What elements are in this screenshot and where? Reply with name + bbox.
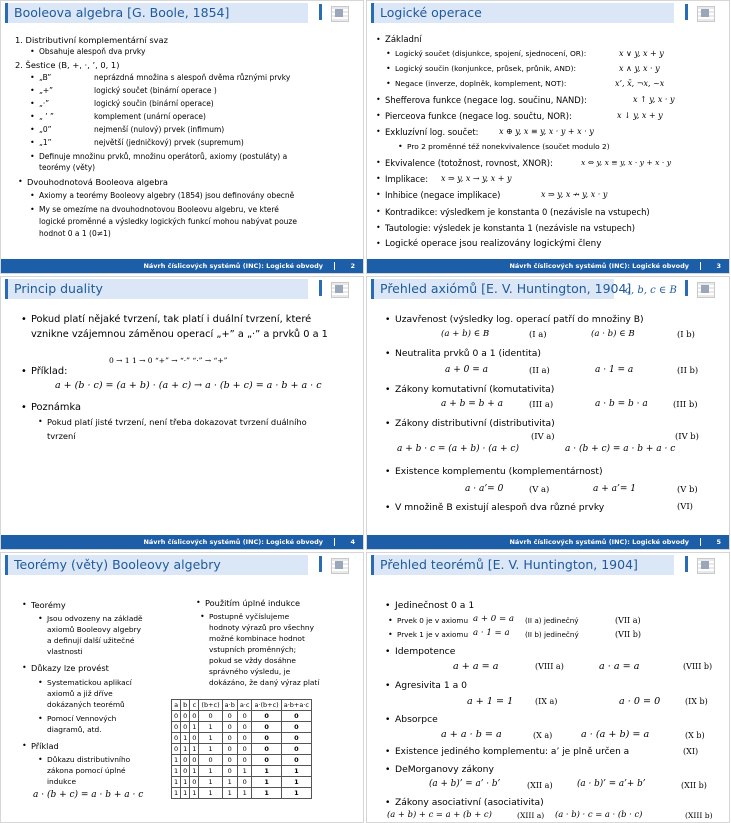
table-cell: 0 bbox=[237, 733, 252, 744]
theorem-label: (IX b) bbox=[685, 697, 708, 706]
theorem-label: (VIII a) bbox=[535, 662, 564, 671]
text-line: • Zákony asociativní (asociativita) bbox=[395, 796, 544, 809]
table-cell: 0 bbox=[172, 744, 181, 755]
text-line: • Idempotence bbox=[395, 645, 455, 658]
table-header-cell: a·b+a·c bbox=[281, 700, 311, 711]
text-line: 1. Distributivní komplementární svaz bbox=[15, 35, 168, 45]
axiom-label: (V a) bbox=[529, 484, 550, 494]
text-line: • „+” bbox=[39, 86, 53, 96]
text-line: • Definuje množinu prvků, množinu operátorů, axiomy (postuláty) a bbox=[39, 152, 287, 162]
math-expr: (a + b) + c = a + (b + c) bbox=[387, 809, 492, 819]
math-expr: x ⇒ y, x → y, x + y bbox=[441, 174, 512, 183]
university-logo-icon bbox=[685, 280, 725, 298]
math-expr: x ∧ y, x · y bbox=[619, 64, 660, 73]
table-cell: 1 bbox=[181, 744, 190, 755]
theorem-label: (XIII a) bbox=[517, 811, 545, 820]
math-expr: 0 → 1 1 → 0 “+” → “·” “·” → “+” bbox=[109, 356, 228, 365]
text-line: • Postupně vyčíslujeme bbox=[209, 612, 289, 622]
math-expr: a · a = a bbox=[599, 661, 640, 672]
text-line: indukce bbox=[47, 777, 77, 786]
university-logo-icon bbox=[319, 280, 359, 298]
truth-table bbox=[171, 699, 312, 799]
math-expr: a + a = a bbox=[453, 661, 499, 672]
text-line: • V množině B existují alespoň dva různé prvky bbox=[395, 501, 604, 514]
page-number: 4 bbox=[350, 538, 355, 546]
table-cell: 0 bbox=[252, 722, 281, 733]
table-cell: 0 bbox=[172, 711, 181, 722]
page-number: 5 bbox=[716, 538, 721, 546]
text-line: • Pierceova funkce (negace log. součtu, NOR): bbox=[385, 111, 572, 121]
table-cell: 1 bbox=[199, 722, 222, 733]
axiom-label: (IV b) bbox=[675, 431, 699, 441]
table-header-cell: b bbox=[181, 700, 190, 711]
text-line: pokud se vždy dosáhne bbox=[209, 656, 296, 665]
table-row bbox=[172, 744, 312, 755]
table-cell: 1 bbox=[181, 788, 190, 799]
text-line: 2. Šestice (B, +, ·, ’, 0, 1) bbox=[15, 60, 120, 70]
text-line: • Axiomy a teorémy Booleovy algebry (1854) jsou definovány obecně bbox=[39, 191, 294, 201]
table-cell: 0 bbox=[181, 711, 190, 722]
text-line: (II b) jedinečný bbox=[525, 630, 579, 639]
math-expr: x ⇒ y, x ↛ y, x · y bbox=[541, 190, 608, 199]
table-cell: 1 bbox=[252, 766, 281, 777]
text-line: zákona pomocí úplné bbox=[47, 766, 126, 775]
axiom-label: (VI) bbox=[677, 501, 693, 511]
university-logo-icon bbox=[319, 556, 359, 574]
slide-title: Booleova algebra [G. Boole, 1854] bbox=[5, 3, 308, 23]
text-line: • Teorémy bbox=[31, 600, 66, 610]
text-line: • Implikace: bbox=[385, 174, 428, 184]
text-line: • Kontradikce: výsledkem je konstanta 0 (nezávisle na vstupech) bbox=[385, 207, 650, 217]
text-line: • Absorpce bbox=[395, 713, 438, 726]
theorem-label: (VIII b) bbox=[683, 662, 713, 671]
text-line: vlastnosti bbox=[47, 647, 83, 656]
theorem-label: (XII a) bbox=[527, 781, 553, 790]
table-cell: 0 bbox=[281, 711, 311, 722]
theorem-label: (IX a) bbox=[535, 697, 558, 706]
math-expr: (a · b)’ = a’+ b’ bbox=[577, 779, 646, 789]
axiom-label: (III b) bbox=[673, 399, 698, 409]
table-cell: 0 bbox=[252, 755, 281, 766]
table-cell: 1 bbox=[281, 766, 311, 777]
axiom-label: (I a) bbox=[529, 329, 547, 339]
math-expr: a + b · c = (a + b) · (a + c) bbox=[397, 444, 519, 454]
slide-logicke-operace bbox=[366, 0, 730, 274]
theorem-label: (X a) bbox=[533, 731, 553, 740]
text-line: • My se omezíme na dvouhodnotovou Booleovu algebru, ve které bbox=[39, 205, 279, 215]
text-line: • „ ’ ” bbox=[39, 112, 54, 122]
text-line: • Prvek 1 je v axiomu bbox=[397, 629, 468, 640]
table-cell: 0 bbox=[281, 755, 311, 766]
table-header-cell: a·(b+c) bbox=[252, 700, 281, 711]
text-line: • Existence komplementu (komplementárnost) bbox=[395, 465, 603, 478]
table-cell: 0 bbox=[222, 766, 237, 777]
math-expr: a · 1 = a bbox=[473, 628, 510, 638]
slide-footer: Návrh číslicových systémů (INC): Logické obvody 2 bbox=[1, 259, 363, 273]
table-cell: 1 bbox=[181, 777, 190, 788]
theorem-label: (XII b) bbox=[681, 781, 707, 790]
text-line: • Základní bbox=[385, 35, 422, 45]
axiom-label: (V b) bbox=[677, 484, 698, 494]
text-line: • Pro 2 proměnné též nonekvivalence (součet modulo 2) bbox=[407, 142, 610, 152]
slide-title: Princip duality bbox=[5, 279, 308, 299]
table-cell: 1 bbox=[181, 733, 190, 744]
text-line: dokázaných teorémů bbox=[47, 700, 125, 709]
table-cell: 0 bbox=[181, 755, 190, 766]
table-cell: 1 bbox=[172, 755, 181, 766]
slide-princip-duality bbox=[0, 276, 364, 550]
table-cell: 1 bbox=[190, 788, 199, 799]
table-cell: 1 bbox=[190, 722, 199, 733]
university-logo-icon bbox=[685, 4, 725, 22]
table-cell: 0 bbox=[222, 711, 237, 722]
table-header-cell: a·b bbox=[222, 700, 237, 711]
math-expr: a · b = b · a bbox=[595, 399, 648, 409]
theorem-label: (VII b) bbox=[615, 630, 642, 639]
math-expr: (a · b) ∈ B bbox=[591, 329, 635, 339]
table-cell: 0 bbox=[222, 755, 237, 766]
table-cell: 0 bbox=[222, 733, 237, 744]
table-cell: 1 bbox=[172, 777, 181, 788]
axiom-label: (III a) bbox=[529, 399, 554, 409]
axiom-label: (II b) bbox=[677, 365, 699, 375]
text-line: • Logické operace jsou realizovány logickými členy bbox=[385, 239, 601, 249]
text-line: • Negace (inverze, doplněk, komplement, NOT): bbox=[395, 79, 566, 89]
math-expr: a + 0 = a bbox=[445, 365, 488, 375]
slide-prehled-axiomu bbox=[366, 276, 730, 550]
math-expr: a · 1 = a bbox=[595, 365, 634, 375]
slide-booleova-algebra bbox=[0, 0, 364, 274]
text-line: • Dvouhodnotová Booleova algebra bbox=[27, 177, 168, 187]
table-cell: 0 bbox=[252, 744, 281, 755]
text-line: hodnot 0 a 1 (0≠1) bbox=[39, 229, 111, 238]
page-number: 3 bbox=[716, 262, 721, 270]
math-expr: a + a · b = a bbox=[441, 729, 502, 740]
table-row bbox=[172, 766, 312, 777]
table-cell: 0 bbox=[190, 777, 199, 788]
text-line: • Důkazu distributivního bbox=[47, 755, 130, 765]
slide-footer: Návrh číslicových systémů (INC): Logické obvody 4 bbox=[1, 535, 363, 549]
table-cell: 1 bbox=[199, 766, 222, 777]
text-line: hodnoty výrazů pro všechny bbox=[209, 623, 314, 632]
text-line: komplement (unární operace) bbox=[94, 112, 206, 121]
text-line: teorémy (věty) bbox=[39, 163, 96, 172]
table-cell: 0 bbox=[172, 733, 181, 744]
math-expr: a + a’= 1 bbox=[593, 484, 636, 494]
text-line: • Logický součet (disjunkce, spojení, sjednocení, OR): bbox=[395, 49, 586, 59]
math-expr: a · (b + c) = a · b + a · c bbox=[565, 444, 676, 454]
text-line: • Jedinečnost 0 a 1 bbox=[395, 599, 474, 612]
table-cell: 0 bbox=[222, 722, 237, 733]
math-expr: x ⊕ y, x ≡ y, x · y + x · y bbox=[499, 127, 594, 136]
math-expr: a · a’= 0 bbox=[465, 484, 504, 494]
math-expr: x’, x̄, ¬x, ~x bbox=[615, 79, 665, 88]
table-header-cell: a bbox=[172, 700, 181, 711]
table-cell: 1 bbox=[281, 788, 311, 799]
table-cell: 0 bbox=[199, 711, 222, 722]
text-line: tvrzení bbox=[47, 431, 76, 441]
math-expr: (a + b) ∈ B bbox=[441, 329, 490, 339]
text-line: • Pokud platí nějaké tvrzení, tak platí i duální tvrzení, které bbox=[31, 313, 311, 326]
text-line: • „·” bbox=[39, 99, 49, 109]
table-cell: 0 bbox=[237, 711, 252, 722]
text-line: • „1” bbox=[39, 138, 52, 148]
text-line: diagramů, atd. bbox=[47, 725, 102, 734]
table-cell: 0 bbox=[281, 744, 311, 755]
table-header-cell: a·c bbox=[237, 700, 252, 711]
table-cell: 0 bbox=[252, 711, 281, 722]
text-line: • Systematickou aplikací bbox=[47, 678, 132, 688]
table-row bbox=[172, 733, 312, 744]
math-expr: a · (b + c) = a · b + a · c bbox=[33, 790, 144, 800]
math-expr: x ⇔ y, x ≡ y, x · y + x · y bbox=[581, 158, 671, 167]
table-cell: 0 bbox=[237, 744, 252, 755]
table-cell: 1 bbox=[172, 788, 181, 799]
slide-title: Teorémy (věty) Booleovy algebry bbox=[5, 555, 308, 575]
math-expr: x ∨ y, x + y bbox=[619, 49, 664, 58]
text-line: možné kombinace hodnot bbox=[209, 634, 305, 643]
text-line: • Neutralita prvků 0 a 1 (identita) bbox=[395, 347, 541, 360]
table-cell: 1 bbox=[281, 777, 311, 788]
slide-teoremy bbox=[0, 552, 364, 823]
table-cell: 1 bbox=[237, 766, 252, 777]
text-line: a definují další užitečné bbox=[47, 636, 135, 645]
table-cell: 0 bbox=[199, 755, 222, 766]
math-expr: a + (b · c) = (a + b) · (a + c) → a · (b + c) = a · b + a · c bbox=[55, 380, 322, 391]
axiom-label: (I b) bbox=[677, 329, 695, 339]
text-line: axiomů a již dříve bbox=[47, 689, 113, 698]
slide-footer: Návrh číslicových systémů (INC): Logické obvody 5 bbox=[367, 535, 729, 549]
table-cell: 1 bbox=[190, 766, 199, 777]
text-line: • Zákony distributivní (distributivita) bbox=[395, 417, 555, 430]
text-line: • Příklad bbox=[31, 741, 59, 751]
table-cell: 0 bbox=[190, 733, 199, 744]
table-cell: 1 bbox=[199, 744, 222, 755]
text-line: • Zákony komutativní (komutativita) bbox=[395, 383, 554, 396]
table-cell: 0 bbox=[252, 733, 281, 744]
text-line: • Pomocí Vennových bbox=[47, 714, 116, 724]
table-cell: 0 bbox=[237, 755, 252, 766]
text-line: • Jsou odvozeny na základě bbox=[47, 614, 143, 624]
axiom-label: (II a) bbox=[529, 365, 550, 375]
text-line: • „0” bbox=[39, 125, 52, 135]
text-line: • Poznámka bbox=[31, 401, 81, 414]
text-line: • Inhibice (negace implikace) bbox=[385, 190, 500, 200]
math-expr: (a · b) · c = a · (b · c) bbox=[555, 809, 643, 819]
text-line: dokázáno, že daný výraz platí bbox=[209, 678, 320, 687]
university-logo-icon bbox=[685, 556, 725, 574]
table-header-cell: c bbox=[190, 700, 199, 711]
table-cell: 0 bbox=[172, 722, 181, 733]
table-cell: 0 bbox=[222, 744, 237, 755]
slide-title: Přehled teorémů [E. V. Huntington, 1904] bbox=[371, 555, 674, 575]
axiom-label: (IV a) bbox=[531, 431, 555, 441]
table-cell: 1 bbox=[222, 777, 237, 788]
university-logo-icon bbox=[319, 4, 359, 22]
table-cell: 1 bbox=[252, 788, 281, 799]
slide-footer: Návrh číslicových systémů (INC): Logické obvody 3 bbox=[367, 259, 729, 273]
text-line: vznikne vzájemnou záměnou operací „+” a „·” a prvků 0 a 1 bbox=[31, 329, 328, 340]
text-line: logický součet (binární operace ) bbox=[94, 86, 217, 95]
math-expr: a + 0 = a bbox=[473, 614, 515, 624]
text-line: největší (jedničkový) prvek (supremum) bbox=[94, 138, 244, 147]
math-expr: x ↑ y, x · y bbox=[633, 95, 675, 104]
table-cell: 0 bbox=[281, 722, 311, 733]
table-cell: 0 bbox=[190, 755, 199, 766]
table-cell: 1 bbox=[252, 777, 281, 788]
table-cell: 1 bbox=[199, 733, 222, 744]
table-cell: 1 bbox=[172, 766, 181, 777]
table-cell: 0 bbox=[181, 722, 190, 733]
math-expr: a + b = b + a bbox=[441, 399, 504, 409]
math-expr: x ↓ y, x + y bbox=[617, 111, 663, 120]
text-line: (II a) jedinečný bbox=[525, 616, 579, 625]
theorem-label: (XI) bbox=[683, 747, 699, 756]
text-line: axiomů Booleovy algebry bbox=[47, 625, 141, 634]
text-line: nejmenší (nulový) prvek (infimum) bbox=[94, 125, 225, 134]
text-line: • Uzavřenost (výsledky log. operací patří do množiny B) bbox=[395, 313, 644, 326]
page-number: 2 bbox=[350, 262, 355, 270]
table-cell: 0 bbox=[281, 733, 311, 744]
text-line: • Prvek 0 je v axiomu bbox=[397, 615, 468, 626]
text-line: • Exkluzívní log. součet: bbox=[385, 127, 478, 137]
table-cell: 0 bbox=[181, 766, 190, 777]
table-cell: 0 bbox=[237, 777, 252, 788]
math-expr: a · (a + b) = a bbox=[581, 729, 650, 740]
text-line: • Příklad: bbox=[31, 365, 67, 378]
table-cell: 0 bbox=[237, 722, 252, 733]
text-line: logické proměnné a výsledky logických funkcí mohou nabývat pouze bbox=[39, 217, 297, 226]
text-line: • Ekvivalence (totožnost, rovnost, XNOR): bbox=[385, 158, 553, 168]
table-row bbox=[172, 777, 312, 788]
table-header-cell: (b+c) bbox=[199, 700, 222, 711]
table-row bbox=[172, 755, 312, 766]
text-line: • Shefferova funkce (negace log. součinu, NAND): bbox=[385, 95, 587, 105]
slide-title: Logické operace bbox=[371, 3, 674, 23]
math-expr: a + 1 = 1 bbox=[467, 696, 514, 707]
table-cell: 1 bbox=[199, 777, 222, 788]
table-cell: 0 bbox=[190, 711, 199, 722]
title-math: a, b, c ∈ B bbox=[625, 285, 677, 296]
math-expr: a · 0 = 0 bbox=[619, 696, 661, 707]
slide-title: Přehled axiómů [E. V. Huntington, 1904] bbox=[371, 279, 614, 299]
text-line: • „B” bbox=[39, 73, 51, 83]
text-line: • Tautologie: výsledek je konstanta 1 (nezávisle na vstupech) bbox=[385, 223, 635, 233]
text-line: • Obsahuje alespoň dva prvky bbox=[39, 47, 145, 57]
text-line: • Použitím úplné indukce bbox=[205, 598, 300, 608]
table-cell: 1 bbox=[199, 788, 222, 799]
math-expr: (a + b)’ = a’ · b’ bbox=[429, 779, 501, 789]
theorem-label: (XIII b) bbox=[685, 811, 713, 820]
table-cell: 1 bbox=[237, 788, 252, 799]
text-line: • Existence jediného komplementu: a’ je plně určen a bbox=[395, 746, 629, 759]
table-cell: 1 bbox=[222, 788, 237, 799]
text-line: neprázdná množina s alespoň dvěma různými prvky bbox=[94, 73, 291, 82]
table-row bbox=[172, 788, 312, 799]
theorem-label: (X b) bbox=[685, 731, 705, 740]
table-row bbox=[172, 711, 312, 722]
table-header-row bbox=[172, 700, 312, 711]
theorem-label: (VII a) bbox=[615, 616, 641, 625]
text-line: • Agresivita 1 a 0 bbox=[395, 679, 467, 692]
text-line: • Pokud platí jisté tvrzení, není třeba dokazovat tvrzení duálního bbox=[47, 417, 307, 427]
text-line: • Logický součin (konjunkce, průsek, průnik, AND): bbox=[395, 64, 576, 74]
table-cell: 1 bbox=[190, 744, 199, 755]
table-row bbox=[172, 722, 312, 733]
text-line: • DeMorganovy zákony bbox=[395, 763, 494, 776]
slide-prehled-teoremu bbox=[366, 552, 730, 823]
text-line: vstupních proměnných; bbox=[209, 645, 297, 654]
text-line: logický součin (binární operace) bbox=[94, 99, 214, 108]
text-line: správného výsledu, je bbox=[209, 667, 291, 676]
text-line: • Důkazy lze provést bbox=[31, 663, 109, 673]
